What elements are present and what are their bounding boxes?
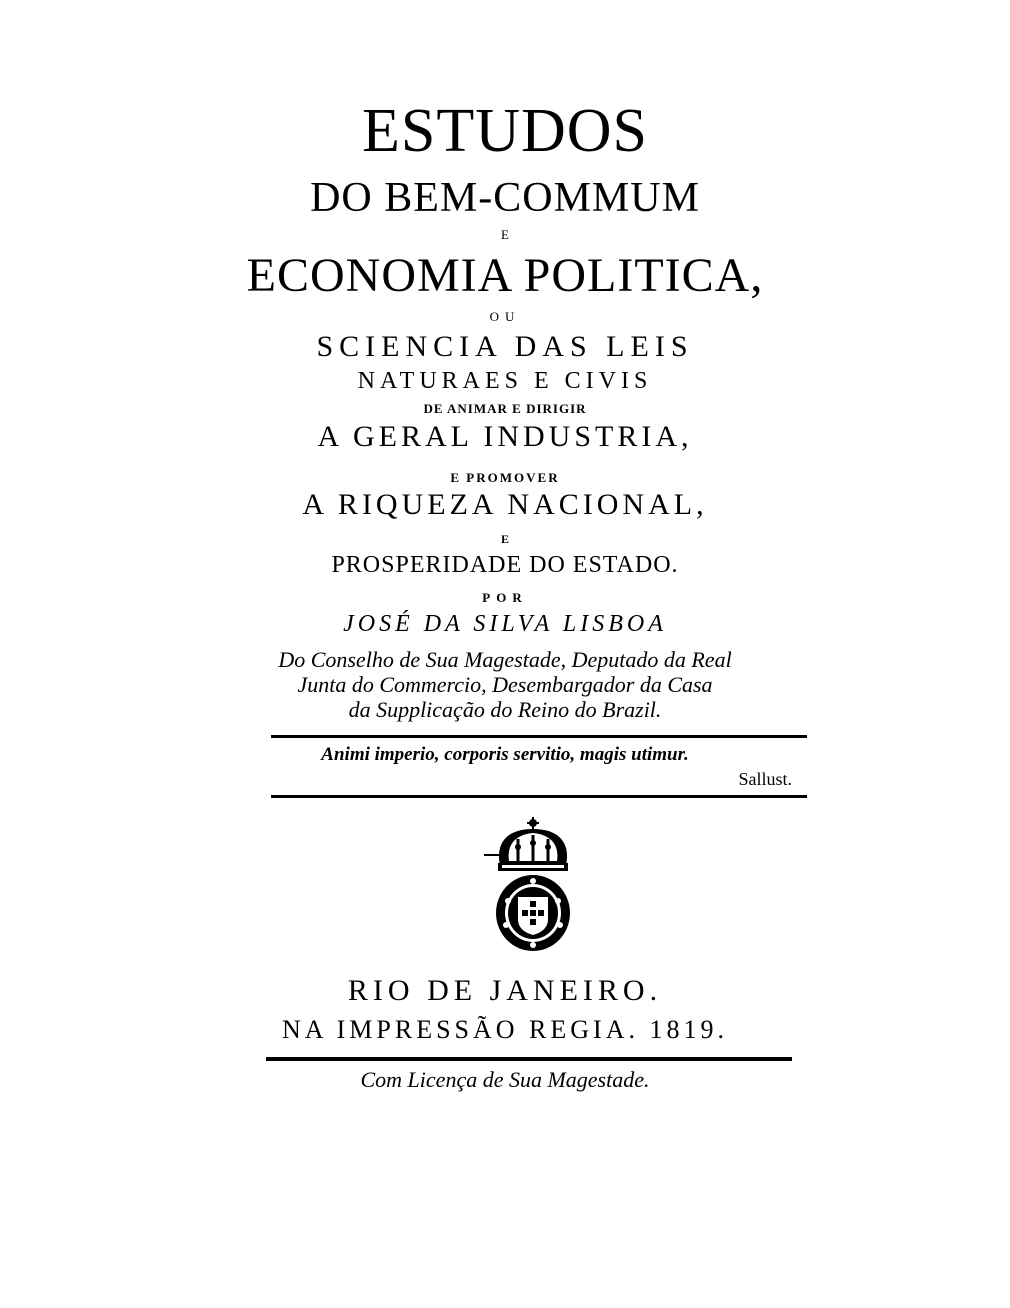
- author-description-3: da Supplicação do Reino do Brazil.: [348, 697, 662, 722]
- rule-bottom: [266, 1057, 792, 1061]
- imprint-press: NA IMPRESSÃO REGIA. 1819.: [282, 1015, 728, 1044]
- rule-middle: [271, 795, 807, 798]
- title-line-industria: A GERAL INDUSTRIA,: [317, 420, 693, 453]
- title-conjunction-ou: OU: [489, 309, 521, 324]
- title-line-economia: ECONOMIA POLITICA,: [246, 249, 764, 302]
- author-description-2: Junta do Commercio, Desembargador da Casa: [297, 672, 713, 697]
- title-line-estudos: ESTUDOS: [361, 97, 649, 165]
- author-por: POR: [482, 590, 528, 605]
- title-line-naturaes: NATURAES E CIVIS: [357, 368, 653, 394]
- royal-coat-of-arms-icon: [478, 815, 588, 955]
- title-line-prosperidade: PROSPERIDADE DO ESTADO.: [331, 552, 679, 578]
- title-conjunction-e-2: E: [500, 532, 509, 546]
- rule-top: [271, 735, 807, 738]
- title-line-riqueza: A RIQUEZA NACIONAL,: [302, 488, 708, 521]
- imprint-license: Com Licença de Sua Magestade.: [360, 1067, 650, 1092]
- title-line-promover: E PROMOVER: [450, 470, 560, 485]
- title-conjunction-e: E: [501, 227, 509, 242]
- epigraph-quote: Animi imperio, corporis servitio, magis utimur.: [321, 744, 689, 765]
- author-name: JOSÉ DA SILVA LISBOA: [343, 611, 667, 637]
- epigraph-attribution: Sallust.: [738, 769, 792, 789]
- title-line-sciencia: SCIENCIA DAS LEIS: [316, 330, 694, 363]
- author-description-1: Do Conselho de Sua Magestade, Deputado da Real: [278, 647, 732, 672]
- title-line-animar: DE ANIMAR E DIRIGIR: [423, 401, 587, 416]
- title-line-bem-commum: DO BEM-COMMUM: [310, 175, 700, 221]
- imprint-place: RIO DE JANEIRO.: [347, 974, 663, 1007]
